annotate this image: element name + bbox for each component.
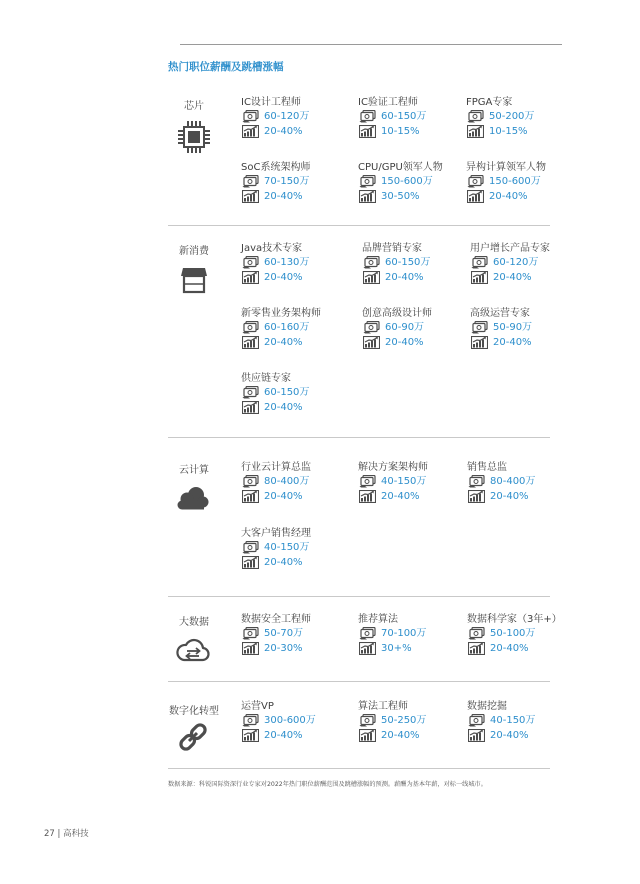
section-divider bbox=[168, 768, 550, 769]
growth-chart-icon bbox=[242, 729, 259, 742]
growth-chart-icon bbox=[468, 490, 485, 503]
salary-row bbox=[242, 174, 371, 189]
role-card bbox=[466, 161, 596, 204]
raise-row bbox=[242, 270, 371, 285]
raise-row bbox=[242, 124, 371, 139]
money-icon bbox=[468, 627, 485, 640]
raise-value: 20-40% bbox=[381, 730, 420, 741]
role-title: 异构计算领军人物 bbox=[466, 162, 546, 173]
role-title: 供应链专家 bbox=[241, 373, 291, 384]
growth-chart-icon bbox=[242, 401, 259, 414]
raise-value: 20-40% bbox=[385, 337, 424, 348]
money-icon bbox=[363, 321, 380, 334]
money-icon bbox=[242, 627, 259, 640]
chip-icon bbox=[176, 119, 212, 155]
money-icon bbox=[359, 110, 376, 123]
money-icon bbox=[467, 175, 484, 188]
role-card bbox=[470, 242, 600, 285]
role-title: 销售总监 bbox=[467, 462, 507, 473]
role-title: 新零售业务架构师 bbox=[241, 308, 321, 319]
role-card bbox=[241, 96, 371, 139]
salary-value: 300-600万 bbox=[264, 715, 316, 726]
money-icon bbox=[242, 714, 259, 727]
salary-value: 50-100万 bbox=[490, 628, 536, 639]
raise-value: 30-50% bbox=[381, 191, 420, 202]
section-divider bbox=[168, 681, 550, 682]
raise-value: 10-15% bbox=[381, 126, 420, 137]
role-card bbox=[467, 461, 597, 504]
growth-chart-icon bbox=[363, 271, 380, 284]
salary-row bbox=[242, 320, 371, 335]
role-title: 数据安全工程师 bbox=[241, 614, 311, 625]
role-title: SoC系统架构师 bbox=[241, 162, 311, 173]
growth-chart-icon bbox=[468, 642, 485, 655]
raise-value: 20-40% bbox=[264, 402, 303, 413]
raise-value: 20-30% bbox=[264, 643, 303, 654]
salary-row bbox=[471, 255, 600, 270]
money-icon bbox=[471, 321, 488, 334]
role-title: 行业云计算总监 bbox=[241, 462, 311, 473]
raise-row bbox=[242, 335, 371, 350]
salary-value: 60-150万 bbox=[381, 111, 427, 122]
section-label: 新消费 bbox=[179, 246, 209, 257]
role-title: 运营VP bbox=[241, 701, 274, 712]
salary-row bbox=[242, 109, 371, 124]
role-card bbox=[241, 700, 371, 743]
role-title: IC设计工程师 bbox=[241, 97, 301, 108]
growth-chart-icon bbox=[359, 190, 376, 203]
money-icon bbox=[359, 175, 376, 188]
raise-value: 20-40% bbox=[489, 191, 528, 202]
role-title: FPGA专家 bbox=[466, 97, 513, 108]
role-card bbox=[241, 372, 371, 415]
page-footer: 27 | 高科技 bbox=[44, 829, 89, 839]
page-title: 热门职位薪酬及跳槽涨幅 bbox=[168, 61, 284, 73]
raise-row bbox=[471, 270, 600, 285]
role-title: 数据科学家（3年+） bbox=[467, 614, 562, 625]
money-icon bbox=[359, 475, 376, 488]
raise-value: 20-40% bbox=[385, 272, 424, 283]
raise-value: 30+% bbox=[381, 643, 412, 654]
money-icon bbox=[359, 627, 376, 640]
growth-chart-icon bbox=[242, 642, 259, 655]
salary-row bbox=[467, 109, 596, 124]
role-card bbox=[241, 461, 371, 504]
salary-value: 50-200万 bbox=[489, 111, 535, 122]
salary-value: 40-150万 bbox=[264, 542, 310, 553]
role-title: 高级运营专家 bbox=[470, 308, 530, 319]
raise-row bbox=[242, 641, 371, 656]
raise-value: 20-40% bbox=[381, 491, 420, 502]
raise-value: 20-40% bbox=[493, 272, 532, 283]
source-note: 数据来源：科锐国际资深行业专家对2022年热门职位薪酬范围及跳槽涨幅的预测。薪酬为基本年薪，对标一线城市。 bbox=[168, 781, 487, 788]
role-title: 创意高级设计师 bbox=[362, 308, 432, 319]
money-icon bbox=[468, 714, 485, 727]
salary-row bbox=[468, 713, 597, 728]
raise-value: 20-40% bbox=[264, 272, 303, 283]
salary-row bbox=[242, 474, 371, 489]
section-label: 大数据 bbox=[179, 617, 209, 628]
salary-value: 50-70万 bbox=[264, 628, 304, 639]
money-icon bbox=[242, 175, 259, 188]
growth-chart-icon bbox=[242, 556, 259, 569]
raise-value: 20-40% bbox=[493, 337, 532, 348]
growth-chart-icon bbox=[468, 729, 485, 742]
section-label: 芯片 bbox=[184, 101, 204, 112]
role-card bbox=[241, 613, 371, 656]
role-card bbox=[241, 242, 371, 285]
section-label: 云计算 bbox=[179, 465, 209, 476]
raise-value: 20-40% bbox=[264, 557, 303, 568]
role-title: 品牌营销专家 bbox=[362, 243, 422, 254]
money-icon bbox=[359, 714, 376, 727]
money-icon bbox=[242, 110, 259, 123]
salary-value: 50-90万 bbox=[493, 322, 533, 333]
raise-row bbox=[242, 555, 371, 570]
raise-value: 10-15% bbox=[489, 126, 528, 137]
role-card bbox=[467, 700, 597, 743]
raise-row bbox=[468, 489, 597, 504]
role-card bbox=[467, 613, 577, 656]
storefront-icon bbox=[176, 262, 212, 298]
salary-value: 70-100万 bbox=[381, 628, 427, 639]
raise-row bbox=[467, 189, 596, 204]
top-rule bbox=[180, 44, 562, 45]
raise-row bbox=[468, 728, 597, 743]
salary-row bbox=[468, 474, 597, 489]
growth-chart-icon bbox=[242, 190, 259, 203]
salary-value: 60-120万 bbox=[264, 111, 310, 122]
salary-value: 80-400万 bbox=[264, 476, 310, 487]
raise-value: 20-40% bbox=[264, 191, 303, 202]
growth-chart-icon bbox=[467, 125, 484, 138]
role-title: 数据挖掘 bbox=[467, 701, 507, 712]
raise-value: 20-40% bbox=[490, 491, 529, 502]
section-label: 数字化转型 bbox=[169, 706, 219, 717]
raise-row bbox=[467, 124, 596, 139]
role-card bbox=[470, 307, 600, 350]
section-divider bbox=[168, 596, 550, 597]
salary-row bbox=[242, 540, 371, 555]
salary-value: 60-130万 bbox=[264, 257, 310, 268]
money-icon bbox=[242, 321, 259, 334]
money-icon bbox=[242, 541, 259, 554]
role-title: 解决方案架构师 bbox=[358, 462, 428, 473]
role-title: CPU/GPU领军人物 bbox=[358, 162, 443, 173]
salary-value: 60-160万 bbox=[264, 322, 310, 333]
raise-row bbox=[471, 335, 600, 350]
growth-chart-icon bbox=[359, 125, 376, 138]
salary-row bbox=[242, 626, 371, 641]
growth-chart-icon bbox=[363, 336, 380, 349]
raise-value: 20-40% bbox=[490, 643, 529, 654]
role-card bbox=[466, 96, 596, 139]
money-icon bbox=[242, 256, 259, 269]
section-divider bbox=[168, 225, 550, 226]
salary-row bbox=[242, 255, 371, 270]
growth-chart-icon bbox=[471, 271, 488, 284]
growth-chart-icon bbox=[242, 336, 259, 349]
raise-row bbox=[242, 400, 371, 415]
growth-chart-icon bbox=[359, 490, 376, 503]
role-title: 推荐算法 bbox=[358, 614, 398, 625]
salary-value: 60-150万 bbox=[385, 257, 431, 268]
salary-row bbox=[468, 626, 577, 641]
growth-chart-icon bbox=[467, 190, 484, 203]
raise-value: 20-40% bbox=[264, 337, 303, 348]
money-icon bbox=[363, 256, 380, 269]
raise-row bbox=[242, 189, 371, 204]
salary-value: 60-120万 bbox=[493, 257, 539, 268]
role-card bbox=[241, 161, 371, 204]
role-title: 用户增长产品专家 bbox=[470, 243, 550, 254]
raise-value: 20-40% bbox=[264, 730, 303, 741]
role-card bbox=[241, 527, 371, 570]
role-card bbox=[241, 307, 371, 350]
growth-chart-icon bbox=[242, 490, 259, 503]
role-title: 大客户销售经理 bbox=[241, 528, 311, 539]
money-icon bbox=[468, 475, 485, 488]
salary-value: 80-400万 bbox=[490, 476, 536, 487]
role-title: Java技术专家 bbox=[241, 243, 303, 254]
raise-value: 20-40% bbox=[264, 491, 303, 502]
salary-value: 60-150万 bbox=[264, 387, 310, 398]
section-divider bbox=[168, 437, 550, 438]
salary-value: 70-150万 bbox=[264, 176, 310, 187]
salary-value: 60-90万 bbox=[385, 322, 425, 333]
growth-chart-icon bbox=[242, 271, 259, 284]
raise-row bbox=[242, 489, 371, 504]
growth-chart-icon bbox=[471, 336, 488, 349]
money-icon bbox=[467, 110, 484, 123]
salary-row bbox=[467, 174, 596, 189]
link-icon bbox=[175, 719, 211, 755]
role-title: 算法工程师 bbox=[358, 701, 408, 712]
salary-value: 40-150万 bbox=[381, 476, 427, 487]
role-title: IC验证工程师 bbox=[358, 97, 418, 108]
growth-chart-icon bbox=[359, 729, 376, 742]
salary-value: 50-250万 bbox=[381, 715, 427, 726]
salary-value: 150-600万 bbox=[489, 176, 541, 187]
money-icon bbox=[471, 256, 488, 269]
raise-value: 20-40% bbox=[264, 126, 303, 137]
raise-row bbox=[242, 728, 371, 743]
money-icon bbox=[242, 475, 259, 488]
salary-row bbox=[242, 385, 371, 400]
salary-row bbox=[471, 320, 600, 335]
growth-chart-icon bbox=[359, 642, 376, 655]
growth-chart-icon bbox=[242, 125, 259, 138]
cloud-sync-icon bbox=[175, 632, 211, 668]
salary-value: 40-150万 bbox=[490, 715, 536, 726]
raise-row bbox=[468, 641, 577, 656]
salary-row bbox=[242, 713, 371, 728]
cloud-icon bbox=[175, 480, 211, 516]
salary-value: 150-600万 bbox=[381, 176, 433, 187]
raise-value: 20-40% bbox=[490, 730, 529, 741]
money-icon bbox=[242, 386, 259, 399]
